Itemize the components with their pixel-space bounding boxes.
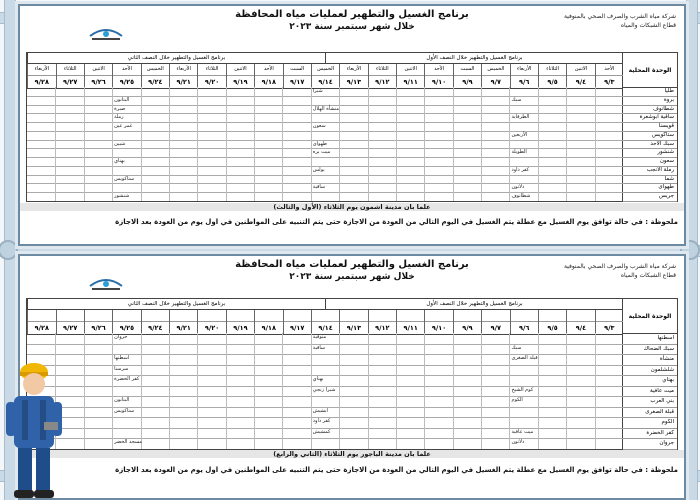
date-value: ٩/١٤	[318, 324, 333, 332]
unit-row-label: جريس	[623, 193, 677, 202]
date-value: ٩/١٨	[261, 78, 276, 86]
date-column	[311, 310, 339, 334]
schedule-cell-entry: سعون	[312, 123, 326, 130]
first-half-header: برنامج الغسيل والتطهير خلال النصف الأول	[325, 53, 623, 63]
date-column	[254, 64, 282, 88]
date-column	[283, 310, 311, 334]
date-column	[339, 310, 367, 334]
schedule-cell-entry: الطويلة	[511, 149, 527, 156]
schedule-cell-entry: رملة	[114, 114, 124, 121]
schedule-cell-entry: ستاكويس	[114, 175, 135, 182]
schedule-sheet-2	[18, 254, 686, 500]
date-column	[481, 310, 509, 334]
date-area	[27, 299, 623, 449]
date-value: ٩/٢٠	[204, 324, 220, 332]
date-value: ٩/٤	[575, 324, 587, 332]
schedule-cell-entry: كوم الشيخ	[511, 386, 534, 393]
schedule-cell-entry: الأربعين	[511, 131, 528, 138]
org-line-1: شركة مياه الشرب والصرف الصحي بالمنوفية	[563, 263, 676, 270]
date-column	[481, 64, 509, 88]
schedule-cell-entry: صبرة	[114, 105, 126, 112]
date-value: ٩/١٩	[233, 324, 248, 332]
date-column	[396, 310, 424, 334]
schedule-cell-entry: دلاتون	[511, 439, 525, 446]
unit-row-label: سبك الأحد	[623, 141, 677, 150]
sheet-header	[20, 256, 684, 302]
schedule-cell-entry: بهناي	[114, 158, 125, 165]
schedule-cell-entry: بهناي	[312, 376, 324, 383]
page-title: برنامج الغسيل والتطهير لعمليات مياه المحافظة	[235, 259, 469, 270]
day-name: الأحد	[255, 64, 282, 76]
day-name	[227, 310, 254, 322]
date-value: ٩/١٣	[346, 78, 362, 86]
date-value: ٩/٧	[490, 324, 501, 332]
unit-row-label: كفر الخضرة	[623, 429, 677, 440]
day-name: الاثنين	[397, 64, 424, 76]
unit-row-label: ميت عافية	[623, 387, 677, 398]
schedule-cell-entry: كفر الخضرة	[114, 376, 140, 383]
date-value: ٩/٢٠	[204, 78, 220, 86]
date-column	[538, 64, 566, 88]
second-half-header: برنامج الغسيل والتطهير خلال النصف الثاني	[27, 299, 325, 309]
schedule-cell-entry: شنشور	[114, 193, 130, 200]
day-name: الخميس	[142, 64, 169, 76]
unit-row-label: قويسنا	[623, 123, 677, 132]
date-column	[197, 310, 225, 334]
schedule-cell-entry: جروان	[114, 334, 128, 340]
schedule-cell-entry: طهواى	[312, 140, 327, 147]
first-half-header: برنامج الغسيل والتطهير خلال النصف الأول	[325, 299, 623, 309]
day-name: الثلاثاء	[539, 64, 566, 76]
schedule-cell-entry: مسجد الخضر	[114, 439, 142, 446]
unit-header: الوحدة المحلية	[623, 53, 677, 88]
date-value: ٩/٢٧	[63, 324, 78, 332]
day-name	[85, 310, 112, 322]
date-value: ٩/٣	[604, 78, 615, 86]
date-value: ٩/٢٥	[119, 78, 135, 86]
day-name	[57, 310, 84, 322]
unit-column	[622, 299, 677, 449]
day-name	[369, 310, 396, 322]
remark-note: ملحوظة : في حالة توافق يوم الغسيل مع عطلة يتم الغسيل في اليوم التالي من العودة من الاجازة حتى يتم التنبيه على المواطنين في اول يوم من العودة بعد الاجازة	[115, 466, 678, 474]
date-value: ٩/٦	[519, 324, 530, 332]
unit-column	[622, 53, 677, 201]
schedule-cell-entry: سبك	[511, 344, 522, 351]
org-line-2: قطاع الشبكات والمياه	[620, 22, 676, 29]
day-name: الأربعاء	[170, 64, 197, 76]
day-name	[255, 310, 282, 322]
unit-row-label: جروان	[623, 439, 677, 450]
schedule-cell-entry: ساقية	[312, 344, 326, 351]
day-name	[596, 310, 623, 322]
day-name: الأربعاء	[28, 64, 55, 76]
date-value: ٩/٢٨	[34, 324, 49, 332]
date-value: ٩/٩	[462, 78, 473, 86]
day-name	[284, 310, 311, 322]
date-column	[595, 64, 623, 88]
unit-row-label: شلشلمون	[623, 366, 677, 377]
date-column	[112, 64, 140, 88]
schedule-cell-entry: شطانوف	[511, 193, 531, 200]
date-value: ٩/٥	[547, 324, 558, 332]
day-name	[567, 310, 594, 322]
date-value: ٩/١٩	[233, 78, 248, 86]
date-value: ٩/١١	[403, 78, 418, 86]
date-value: ٩/١٤	[318, 78, 333, 86]
day-name	[28, 310, 55, 322]
footer-note: علما بان مدينة الباجور يوم الثلاثاء (الثاني والرابع)	[273, 450, 431, 458]
day-name	[482, 310, 509, 322]
date-column	[311, 64, 339, 88]
schedule-cell-entry: منشأة الهلال	[312, 105, 340, 112]
org-line-2: قطاع الشبكات والمياه	[620, 272, 676, 279]
date-column	[510, 64, 538, 88]
schedule-cell-entry: بولس	[312, 166, 325, 173]
schedule-cell-entry: البتانون	[114, 96, 130, 103]
schedule-cell-entry: شبرا زنجي	[312, 386, 336, 393]
day-name	[397, 310, 424, 322]
unit-row-label: بروة	[623, 97, 677, 106]
schedule-cell-entry: قبلة الصغرى	[511, 355, 538, 362]
schedule-cell-entry: شبرا	[312, 88, 323, 94]
day-name	[454, 310, 481, 322]
schedule-cell-entry: الكوم	[511, 397, 523, 404]
date-value: ٩/١٨	[261, 324, 276, 332]
date-area	[27, 53, 623, 201]
date-column	[453, 310, 481, 334]
schedule-cell-entry: سبك	[511, 96, 522, 103]
date-value: ٩/٥	[547, 78, 558, 86]
date-column	[424, 64, 452, 88]
schedule-cell-entry: كفر داود	[511, 166, 529, 173]
unit-row-label: منشأة	[623, 355, 677, 366]
date-column	[396, 64, 424, 88]
day-name: الاثنين	[567, 64, 594, 76]
date-column	[254, 310, 282, 334]
date-value: ٩/١٠	[431, 78, 447, 86]
worker-illustration-icon	[0, 350, 68, 500]
date-value: ٩/٧	[490, 78, 501, 86]
day-name	[198, 310, 225, 322]
schedule-cell-entry: البتانون	[114, 397, 130, 404]
schedule-table	[26, 52, 678, 202]
date-column	[84, 64, 112, 88]
schedule-cell-entry: كفر داود	[312, 418, 331, 425]
date-value: ٩/١٠	[431, 324, 447, 332]
remark-note: ملحوظة : في حالة توافق يوم الغسيل مع عطلة يتم الغسيل في اليوم التالي من العودة من الاجازة حتى يتم التنبيه على المواطنين في اول يوم من العودة بعد الاجازة	[115, 218, 678, 226]
date-value: ٩/١٧	[290, 324, 305, 332]
date-column	[453, 64, 481, 88]
date-value: ٩/١٢	[375, 324, 390, 332]
unit-row-label: قبلة الصغرى	[623, 408, 677, 419]
unit-row-label: ستاكويس	[623, 132, 677, 141]
second-half-header: برنامج الغسيل والتطهير خلال النصف الثاني	[27, 53, 325, 63]
day-name: الأربعاء	[511, 64, 538, 76]
date-column	[566, 310, 594, 334]
footer-note: علما بان مدينة اشمون يوم الثلاثاء (الأول والثالث)	[273, 203, 431, 211]
date-value: ٩/٢٦	[91, 78, 106, 86]
day-name	[312, 310, 339, 322]
date-value: ٩/٤	[575, 78, 587, 86]
date-column	[368, 64, 396, 88]
day-name: الاثنين	[227, 64, 254, 76]
schedule-cell-entry: ميت بره	[312, 149, 331, 156]
date-column	[197, 64, 225, 88]
page-subtitle: خلال شهر سبتمبر سنة ٢٠٢٣	[289, 272, 415, 282]
sheet-header	[20, 6, 684, 52]
unit-row-label: طليا	[623, 88, 677, 97]
date-column	[510, 310, 538, 334]
date-value: ٩/١٧	[290, 78, 305, 86]
page-title: برنامج الغسيل والتطهير لعمليات مياه المحافظة	[235, 9, 469, 20]
day-name	[539, 310, 566, 322]
date-value: ٩/٢١	[176, 324, 191, 332]
date-column	[424, 310, 452, 334]
day-name: الخميس	[482, 64, 509, 76]
schedule-cell-entry: شبين	[114, 140, 126, 147]
day-name	[113, 310, 140, 322]
unit-row-label: شما	[623, 176, 677, 185]
schedule-cell-entry: كمشيش	[312, 428, 331, 435]
date-column	[141, 310, 169, 334]
day-name	[340, 310, 367, 322]
schedule-table	[26, 298, 678, 450]
unit-row-label: ساقية ابوشعرة	[623, 114, 677, 123]
schedule-cell-entry: ميت عافية	[511, 428, 534, 435]
unit-row-label: بهناي	[623, 376, 677, 387]
date-column	[538, 310, 566, 334]
date-column	[27, 310, 55, 334]
schedule-cell-entry: ابشيش	[312, 407, 328, 414]
date-column	[84, 310, 112, 334]
schedule-cell-entry: منوفية	[312, 334, 327, 340]
date-column	[141, 64, 169, 88]
date-value: ٩/١١	[403, 324, 418, 332]
schedule-cell-entry: سرسنا	[114, 365, 129, 372]
schedule-cell-entry: ساقية	[312, 184, 326, 191]
day-name: الأحد	[113, 64, 140, 76]
day-name: الثلاثاء	[57, 64, 84, 76]
date-value: ٩/٩	[462, 324, 473, 332]
unit-row-label: سعون	[623, 158, 677, 167]
day-name: الأحد	[425, 64, 452, 76]
page-subtitle: خلال شهر سبتمبر سنة ٢٠٢٣	[289, 22, 415, 32]
unit-row-label: الكوم	[623, 418, 677, 429]
day-name	[170, 310, 197, 322]
date-column	[112, 310, 140, 334]
day-name: الخميس	[312, 64, 339, 76]
day-name: الاثنين	[85, 64, 112, 76]
date-value: ٩/٢٧	[63, 78, 78, 86]
day-name: السبت	[284, 64, 311, 76]
unit-row-label: طهواى	[623, 184, 677, 193]
schedule-cell-entry: اسطنها	[114, 355, 130, 362]
unit-header: الوحدة المحلية	[623, 299, 677, 334]
unit-row-label: شنشور	[623, 149, 677, 158]
day-name: الأحد	[596, 64, 623, 76]
unit-row-label: سبك الضحاك	[623, 345, 677, 356]
date-column	[56, 310, 84, 334]
day-name	[425, 310, 452, 322]
schedule-sheet-1	[18, 4, 686, 246]
unit-row-label: رملة الأنجب	[623, 167, 677, 176]
day-name	[511, 310, 538, 322]
date-column	[226, 64, 254, 88]
date-value: ٩/٢١	[176, 78, 191, 86]
date-value: ٩/٦	[519, 78, 530, 86]
day-name: السبت	[454, 64, 481, 76]
date-value: ٩/٢٥	[119, 324, 135, 332]
schedule-cell-entry: الطرفاية	[511, 114, 530, 121]
date-value: ٩/٢٤	[148, 324, 163, 332]
date-column	[226, 310, 254, 334]
date-value: ٩/١٢	[375, 78, 390, 86]
unit-row-label: بني العرب	[623, 397, 677, 408]
date-column	[566, 64, 594, 88]
schedule-cell-entry: ستاكويس	[114, 407, 135, 414]
date-column	[339, 64, 367, 88]
org-line-1: شركة مياه الشرب والصرف الصحي بالمنوفية	[563, 13, 676, 20]
unit-row-label: اسطنها	[623, 334, 677, 345]
date-column	[56, 64, 84, 88]
date-value: ٩/١٣	[346, 324, 362, 332]
date-column	[595, 310, 623, 334]
date-value: ٩/٢٤	[148, 78, 163, 86]
day-name: الثلاثاء	[198, 64, 225, 76]
date-column	[169, 310, 197, 334]
unit-row-label: شطانوف	[623, 106, 677, 115]
day-name	[142, 310, 169, 322]
date-column	[283, 64, 311, 88]
date-column	[27, 64, 55, 88]
date-column	[368, 310, 396, 334]
date-value: ٩/٢٨	[34, 78, 49, 86]
date-value: ٩/٣	[604, 324, 615, 332]
date-value: ٩/٢٦	[91, 324, 106, 332]
day-name: الثلاثاء	[369, 64, 396, 76]
schedule-cell-entry: دلاتون	[511, 184, 525, 191]
date-column	[169, 64, 197, 88]
day-name: الأربعاء	[340, 64, 367, 76]
schedule-cell-entry: غمر عين	[114, 123, 133, 130]
